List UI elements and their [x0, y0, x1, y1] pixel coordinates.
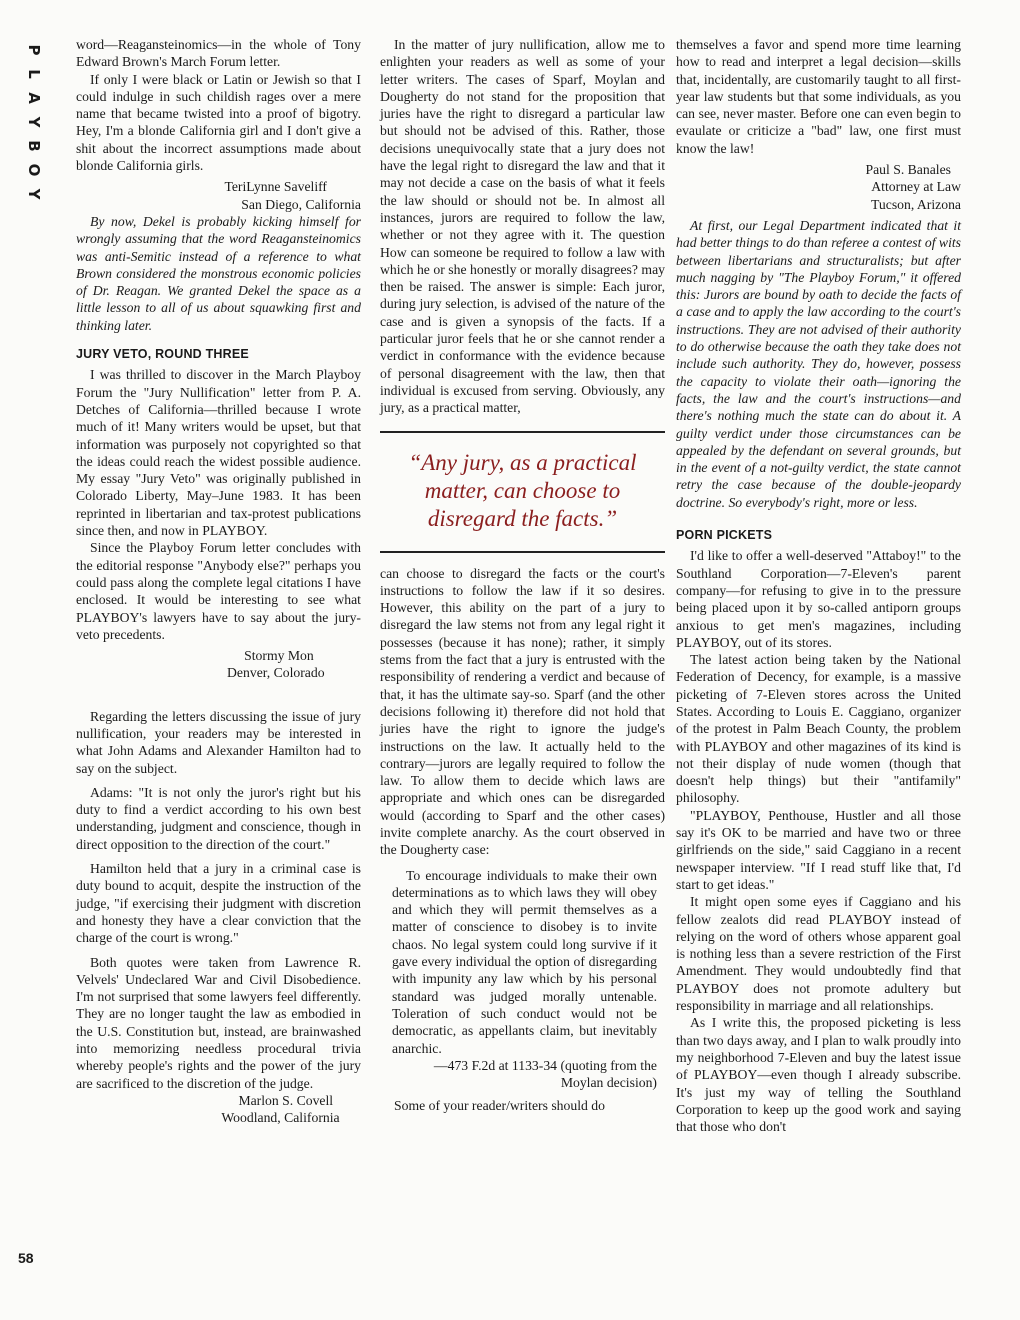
signature-name: Marlon S. Covell	[238, 1092, 334, 1108]
letter-paragraph: Since the Playboy Forum letter concludes with the editorial response "Anybody else?" perhaps you could pass along the complete legal citations I have enclosed. It would be interesting to see what PLAYBOY's lawyers have to say about the jury-veto precedents.	[76, 540, 361, 642]
signature-place: San Diego, California	[241, 196, 361, 212]
column-2	[380, 36, 665, 1115]
letter-paragraph: themselves a favor and spend more time learning how to read and interpret a legal decision—skills that, incidentally, are customarily taught to all first-year law students but that some individuals, as you can see, never master. Before one can even begin to evaulate or criticize a "bad" law, one first must know the law!	[676, 37, 961, 156]
block-quote	[380, 867, 665, 1092]
letter-paragraph: The latest action being taken by the National Federation of Decency, for example, is a massive picketing of 7-Eleven stores across the United States. According to Louis E. Caggiano, organizer of the protest in Palm Beach County, the problem with PLAYBOY and other magazines of its kind is not their display of nude women (though that doesn't help things) but their "antifamily" philosophy.	[676, 652, 961, 806]
letter-paragraph: It might open some eyes if Caggiano and his fellow zealots did read PLAYBOY instead of relying on the word of others whose apparent goal is nothing less than a severe restriction of the First Amendment. They would undoubtedly find that PLAYBOY does not promote adultery but responsibility in marriage and all relationships.	[676, 894, 961, 1014]
column-3	[676, 36, 961, 1135]
signature-place: Denver, Colorado	[227, 665, 325, 681]
section-heading: PORN PICKETS	[676, 528, 773, 543]
editor-response: At first, our Legal Department indicated that it had better things to do than referee a contest of wits between libertarians and structuralists; but after much nagging by "The Playboy Forum," it offered this: Jurors are bound by oath to decide the facts of a case and to apply the law according to the court's instructions. They are not advised of their authority to do otherwise because the oath they take does not include such authority. They do, however, possess the capacity to violate their oath—ignoring the facts, the law and the court's instructions—and there's nothing much the state can do about it. A guilty verdict under those circumstances can be appealed by the defendant on several grounds, but in the event of a not-guilty verdict, the state cannot retry the case because of the double-jeopardy doctrine. So everybody's right, more or less.	[676, 217, 961, 510]
section-heading: JURY VETO, ROUND THREE	[76, 347, 249, 362]
letter-paragraph: Some of your reader/writers should do	[394, 1098, 605, 1114]
editor-response: By now, Dekel is probably kicking himself for wrongly assuming that the word Reagansteinomics was anti-Semitic instead of a reference to what Brown considered the monstrous economic policies of Dr. Reagan. We granted Dekel the space as a little lesson to all of us about squawking first and thinking later.	[76, 213, 361, 333]
signature-name: Stormy Mon	[244, 648, 314, 664]
signature-name: Paul S. Banales	[865, 162, 951, 178]
letter-paragraph: I'd like to offer a well-deserved "Attaboy!" to the Southland Corporation—7-Eleven's parent company—for refusing to give in to the pressure being placed upon it by so-called antiporn groups anxious to get men's magazines, including PLAYBOY, out of its stores.	[676, 548, 961, 650]
letter-paragraph: Adams: "It is not only the juror's right but his duty to find a verdict according to his own best understanding, judgment and conscience, though in direct opposition to the direction of the court."	[76, 784, 361, 852]
page-number: 58	[18, 1250, 34, 1266]
block-quote-citation: —473 F.2d at 1133-34 (quoting from the Moylan decision)	[433, 1057, 657, 1091]
letter-paragraph: As I write this, the proposed picketing is less than two days away, and I plan to walk proudly into my neighborhood 7-Eleven and buy the latest issue of PLAYBOY—even though I already subscribe. It's just my way of telling the Southland Corporation to keep up the good work and saying that those who don't	[676, 1015, 961, 1135]
signature-name: TeriLynne Saveliff	[224, 179, 327, 195]
letter-paragraph: Regarding the letters discussing the issue of jury nullification, your readers may be interested in what John Adams and Alexander Hamilton had to say on the subject.	[76, 708, 361, 776]
letter-paragraph: word—Reagansteinomics—in the whole of Tony Edward Brown's March Forum letter.	[76, 37, 361, 70]
signature-title: Attorney at Law	[871, 179, 961, 195]
pull-quote: “Any jury, as a practical matter, can choose to disregard the facts.”	[380, 431, 665, 553]
signature-place: Tucson, Arizona	[871, 196, 961, 212]
letter-paragraph: "PLAYBOY, Penthouse, Hustler and all those say it's OK to be married and have two or three girlfriends on the side," said Caggiano in a recent newspaper interview. "If I read stuff like that, I'd start to get ideas."	[676, 807, 961, 892]
letter-paragraph: Hamilton held that a jury in a criminal case is duty bound to acquit, despite the instruction of the judge, "if exercising their judgment with discretion and honesty they have a clear conviction that the charge of the court is wrong."	[76, 861, 361, 946]
letter-paragraph: Both quotes were taken from Lawrence R. Velvels' Undeclared War and Civil Disobedience. I'm not surprised that some lawyers feel differently. They are no longer taught the law as embodied in the U.S. Constitution but, instead, are brainwashed into memorizing needless procedural trivia whereby people's rights and the power of the jury are sacrificed to the discretion of the judge.	[76, 954, 361, 1091]
signature-place: Woodland, California	[221, 1110, 340, 1126]
letter-paragraph: can choose to disregard the facts or the court's instructions to follow the law if it so desires. However, this ability on the part of a jury to disregard the law stems not from any legal right it possesses (because it has none); rather, it simply stems from the fact that a jury is entrusted with the responsibility of rendering a verdict and because of that, it has the ultimate say-so. Sparf (and the other decisions following it) therefore did not hold that juries have the right to ignore the judge's instructions on the law. It actually held to the contrary—jurors are legally required to follow the law. To allow them to decide which laws are appropriate and which ones can be disregarded would (according to Sparf and the other cases) invite complete anarchy. As the court observed in the Dougherty case:	[380, 565, 665, 858]
letter-paragraph: In the matter of jury nullification, allow me to enlighten your readers as well as some of your letter writers. The cases of Sparf, Moylan and Dougherty do not stand for the proposition that juries have the right to disregard a particular law but should not be advised of this. Rather, those decisions unequivocally state that a jury does not have the legal right to disregard the law and that it may not decide a case on the basis of what it feels the law should or should not be. In almost all instances, jurors are required to follow the law, whether or not they agree with it. The question How can someone be required to follow a law with which he or she honestly or morally disagrees? may then be raised. The answer is simple: Each juror, during jury selection, is advised of the nature of the case and is given a synopsis of the facts. If a particular juror feels that he or she cannot render a verdict in conformance with the evidence because of personal disagreement with the law, then that individual is excused from serving. Obviously, any jury, as a practical matter,	[380, 37, 665, 416]
letter-paragraph: If only I were black or Latin or Jewish so that I could indulge in such childish rages over a mere name that became twisted into a proof of bigotry. Hey, I'm a blonde California girl and I don't give a shit about the incorrect assumptions made about blonde California girls.	[76, 71, 361, 174]
block-quote-text: To encourage individuals to make their own determinations as to which laws they will obey and which they will permit themselves as a matter of conscience to disobey is to invite chaos. No legal system could long survive if it gave every individual the option of disregarding with impunity any law which by his personal standard was judged morally untenable. Toleration of such conduct would not be democratic, as appellants claim, but inevitably anarchic.	[392, 867, 657, 1056]
column-1	[76, 36, 361, 1127]
letter-paragraph: I was thrilled to discover in the March Playboy Forum the "Jury Nullification" letter from P. A. Detches of California—thrilled because I wrote much of it! Many writers would be upset, but that information was purposely not copyrighted so that the ideas could reach the widest possible audience. My essay "Jury Veto" was originally published in Colorado Liberty, May–June 1983. It has been reprinted in libertarian and tax-protest publications since then, and now in PLAYBOY.	[76, 367, 361, 539]
playboy-vertical-logo: P L A Y B O Y	[25, 44, 43, 200]
